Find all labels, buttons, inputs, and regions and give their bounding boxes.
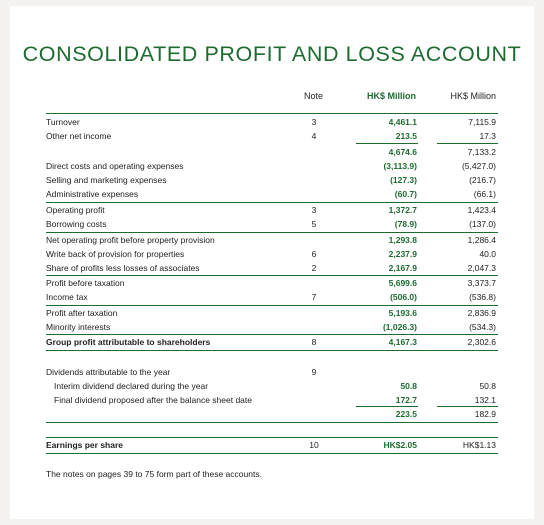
row-label: Profit before taxation <box>46 278 125 288</box>
row-previous: 2,836.9 <box>467 308 496 318</box>
row-label: Turnover <box>46 117 80 127</box>
table-row <box>46 115 498 129</box>
row-previous: 2,047.3 <box>467 263 496 273</box>
row-current: 4,461.1 <box>388 117 417 127</box>
row-note: 9 <box>311 367 317 377</box>
table-row <box>46 203 498 217</box>
row-previous: (137.0) <box>469 219 496 229</box>
table-row <box>46 173 498 187</box>
table-row <box>46 159 498 173</box>
row-label: Write back of provision for properties <box>46 249 185 259</box>
row-previous: (216.7) <box>469 175 496 185</box>
table-row <box>46 217 498 231</box>
row-previous: 132.1 <box>474 395 496 405</box>
row-label: Borrowing costs <box>46 219 107 229</box>
row-label: Income tax <box>46 292 88 302</box>
column-header-current: HK$ Million <box>367 91 416 101</box>
row-note: 5 <box>311 219 317 229</box>
row-previous: 17.3 <box>479 131 496 141</box>
table-row <box>46 438 498 452</box>
column-header-note: Note <box>304 91 324 101</box>
row-previous: 7,133.2 <box>467 147 496 157</box>
row-current: (78.9) <box>394 219 417 229</box>
row-current: 223.5 <box>395 409 417 419</box>
row-label: Dividends attributable to the year <box>46 367 171 377</box>
row-current: 1,293.8 <box>388 235 417 245</box>
footnote: The notes on pages 39 to 75 form part of these accounts. <box>46 469 262 479</box>
row-previous: 1,286.4 <box>467 235 496 245</box>
row-current: (127.3) <box>390 175 417 185</box>
row-previous: HK$1.13 <box>462 440 496 450</box>
table-row <box>46 233 498 247</box>
row-label: Share of profits less losses of associates <box>46 263 200 273</box>
row-previous: 7,115.9 <box>468 117 496 127</box>
row-previous: 1,423.4 <box>467 205 496 215</box>
row-current: (1,026.3) <box>382 322 417 332</box>
section-rule <box>46 350 498 351</box>
table-row <box>46 306 498 320</box>
table-row <box>46 261 498 275</box>
row-note: 4 <box>311 131 317 141</box>
row-label: Other net income <box>46 131 112 141</box>
row-label: Profit after taxation <box>46 308 118 318</box>
row-previous: (534.3) <box>469 322 496 332</box>
column-header-previous: HK$ Million <box>450 91 496 101</box>
row-current: 213.5 <box>395 131 417 141</box>
row-current: 5,193.6 <box>388 308 417 318</box>
row-previous: 2,302.6 <box>467 337 496 347</box>
table-row <box>46 276 498 290</box>
row-note: 3 <box>311 117 317 127</box>
row-label: Final dividend proposed after the balance sheet date <box>54 395 252 405</box>
row-current: HK$2.05 <box>383 440 417 450</box>
row-current: 1,372.7 <box>388 205 417 215</box>
row-current: 50.8 <box>400 381 417 391</box>
row-previous: 40.0 <box>479 249 496 259</box>
row-label: Group profit attributable to shareholders <box>46 337 211 347</box>
row-label: Interim dividend declared during the year <box>54 381 209 391</box>
row-label: Earnings per share <box>46 440 124 450</box>
row-current: 4,167.3 <box>388 337 417 347</box>
row-previous: (536.8) <box>469 292 496 302</box>
row-current: (3,113.9) <box>383 161 417 171</box>
table-row <box>46 335 498 349</box>
header-rule <box>46 113 498 114</box>
row-label: Administrative expenses <box>46 189 139 199</box>
page-title: CONSOLIDATED PROFIT AND LOSS ACCOUNT <box>22 42 522 66</box>
row-current: 2,237.9 <box>388 249 417 259</box>
table-row <box>46 379 498 393</box>
table-row <box>46 393 498 407</box>
row-label: Operating profit <box>46 205 105 215</box>
row-current: 4,674.6 <box>388 147 417 157</box>
row-current: (506.0) <box>390 292 417 302</box>
table-row <box>46 129 498 143</box>
table-row <box>46 145 498 159</box>
table-row <box>46 187 498 201</box>
row-label: Minority interests <box>46 322 111 332</box>
row-label: Direct costs and operating expenses <box>46 161 184 171</box>
row-previous: 182.9 <box>474 409 496 419</box>
row-note: 2 <box>311 263 317 273</box>
section-rule <box>46 422 498 423</box>
table-row <box>46 365 498 379</box>
table-row <box>46 320 498 334</box>
row-note: 7 <box>311 292 317 302</box>
row-label: Net operating profit before property provision <box>46 235 215 245</box>
subtotal-rule <box>356 143 418 144</box>
row-label: Selling and marketing expenses <box>46 175 167 185</box>
section-rule <box>46 453 498 454</box>
subtotal-rule <box>437 143 498 144</box>
row-note: 10 <box>309 440 319 450</box>
row-current: 5,699.6 <box>388 278 417 288</box>
row-note: 8 <box>311 337 317 347</box>
row-previous: 3,373.7 <box>467 278 496 288</box>
row-current: 2,167.9 <box>388 263 417 273</box>
table-row <box>46 247 498 261</box>
row-current: (60.7) <box>394 189 417 199</box>
row-note: 3 <box>311 205 317 215</box>
table-row <box>46 407 498 421</box>
row-previous: (5,427.0) <box>461 161 496 171</box>
table-row <box>46 290 498 304</box>
row-previous: (66.1) <box>473 189 496 199</box>
row-previous: 50.8 <box>479 381 496 391</box>
row-note: 6 <box>311 249 317 259</box>
row-current: 172.7 <box>395 395 417 405</box>
